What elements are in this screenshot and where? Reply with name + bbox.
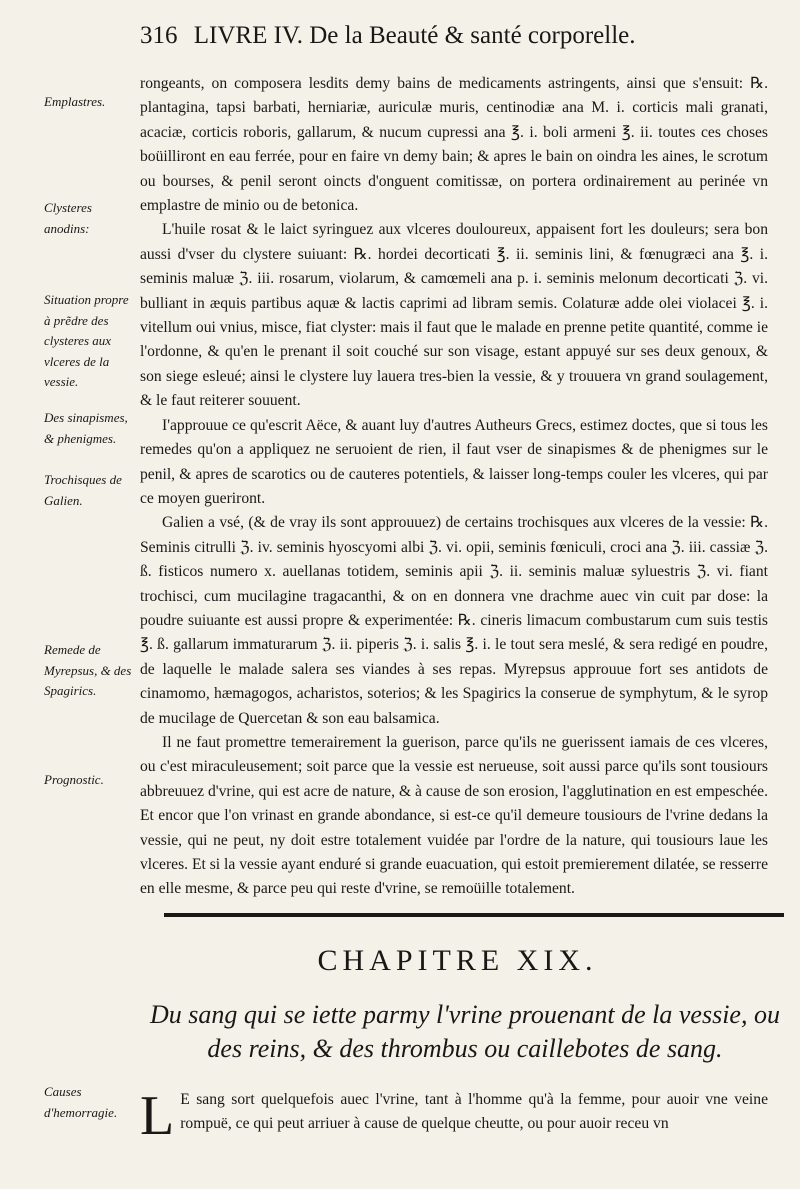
body-text [140,72,768,902]
chapter-title: Du sang qui se iette parmy l'vrine prouenant de la vessie, ou des reins, & des thrombus ou caillebotes de sang. [150,1000,780,1063]
page-number: 316 [140,22,178,49]
margin-note-prognostic: Prognostic. [44,772,104,787]
section-divider [164,913,784,917]
margin-note-remede: Remede de Myrepsus, & des Spagirics. [44,642,132,698]
margin-note-situation: Situation propre à prẽdre des clysteres aux vlceres de la vessie. [44,292,129,389]
margin-note-emplastres: Emplastres. [44,94,106,109]
running-title: LIVRE IV. De la Beauté & santé corporelle. [193,22,636,49]
chapter-opening [140,1085,768,1147]
paragraph: L'huile rosat & le laict syringuez aux vlceres douloureux, appaisent fort les douleurs; sera bon aussi d'vser du clystere suiuant: ℞. hordei decorticati ℥. ii. seminis lini, & fœnugræci ana ℥. i. seminis maluæ ℨ. iii. rosarum, violarum, & camœmeli ana p. i. seminis melonum decorticati ℨ. vi. bulliant in æquis partibus aquæ & lactis caprimi ad libram semis. Colaturæ adde olei violacei ℥. i. vitellum oui vnius, misce, fiat clyster: mais il faut que le malade en prenne petite quantité, comme ie l'ordonne, & qu'en le prenant il soit couché sur son visage, estant appuyé sur ses deux genoux, & son siege esleué; ainsi le clystere luy lauera tres-bien la vessie, & y trouuera vn grand soulagement, & le faut reiterer souuent. [140,221,768,410]
margin-note-clysteres: Clysteres anodins: [44,200,92,236]
drop-cap: L [140,1085,175,1147]
paragraph: I'approuue ce qu'escrit Aëce, & auant luy d'autres Autheurs Grecs, estimez doctes, que si tous les remedes qu'on a appliquez ne seruoient de rien, il faut vser de sinapismes & de phenigmes sur le penil, & apres de scarotics ou de cauteres potentiels, & laisser long-temps couler les vlceres, qui par ce moyen gueriront. [140,416,768,507]
margin-note-trochisques: Trochisques de Galien. [44,472,122,508]
paragraph: Il ne faut promettre temerairement la guerison, parce qu'ils ne guerissent iamais de ces vlceres, ou c'est miraculeusement; soit parce que la vessie est nerueuse, soit aussi parce qu'ils sont tousiours abbreuuez d'vrine, qui est acre de nature, & à cause de son erosion, l'agglutination en est empeschée. Et encor que l'on vrinast en grande abondance, si est-ce qu'il demeure tousiours de l'vrine dedans la vessie, qui ne peut, ny doit estre totalement vuidée par l'ordre de la nature, qui tousiours laue les vlceres. Et si la vessie ayant enduré si grande euacuation, qui estoit premierement dilatée, se resserre en elle mesme, & parce peu qui reste d'vrine, se remoüille totalement. [140,733,768,898]
paragraph: Galien a vsé, (& de vray ils sont approuuez) de certains trochisques aux vlceres de la vessie: ℞. Seminis citrulli ℨ. iv. seminis hyoscyomi albi ℨ. vi. opii, seminis fœniculi, croci ana ℨ. iii. cassiæ ℨ. ß. fisticos numero x. auellanas totidem, seminis apii ℨ. ii. seminis maluæ syluestris ℨ. vi. fiant trochisci, cum mucilagine tragacanthi, & on en donnera vne drachme auec vin cuit par dose: la poudre suiuante est aussi propre & experimentée: ℞. cineris limacum combustarum cum suis testis ℥. ß. gallarum immaturarum ℨ. ii. piperis ℨ. i. salis ℥. i. le tout sera meslé, & sera redigé en poudre, de laquelle le malade salera ses viandes à ses repas. Myrepsus approuue fort ses antidots de cinamomo, hæmagogos, acharistos, soterios; & les Spagirics la conserue de symphytum, & le syrop de mucilage de Quercetan & son eau balsamica. [140,514,768,727]
margin-note-causes: Causes d'hemorragie. [44,1084,118,1120]
opening-text: E sang sort quelquefois auec l'vrine, tant à l'homme qu'à la femme, pour auoir vne veine rompuë, ce qui peut arriuer à cause de quelque cheutte, ou pour auoir receu vn [180,1091,768,1132]
paragraph: rongeants, on composera lesdits demy bains de medicaments astringents, ainsi que s'ensuit: ℞. plantagina, tapsi barbati, herniariæ, auriculæ muris, centinodiæ ana M. i. corticis mali granati, acaciæ, corticis roboris, gallarum, & nucum cupressi ana ℥. i. boli armeni ℥. ii. toutes ces choses boüilliront en eau ferrée, pour en faire vn demy bain; & apres le bain on oindra les aines, le scrotum ou bourses, & penil seront oincts d'onguent comitissæ, on portera ordinairement au perinée vn emplastre de minio ou de betonica. [140,75,768,215]
running-head [140,22,790,50]
chapter-heading: CHAPITRE XIX. [317,944,598,977]
margin-note-sinapismes: Des sinapismes, & phenigmes. [44,410,128,446]
